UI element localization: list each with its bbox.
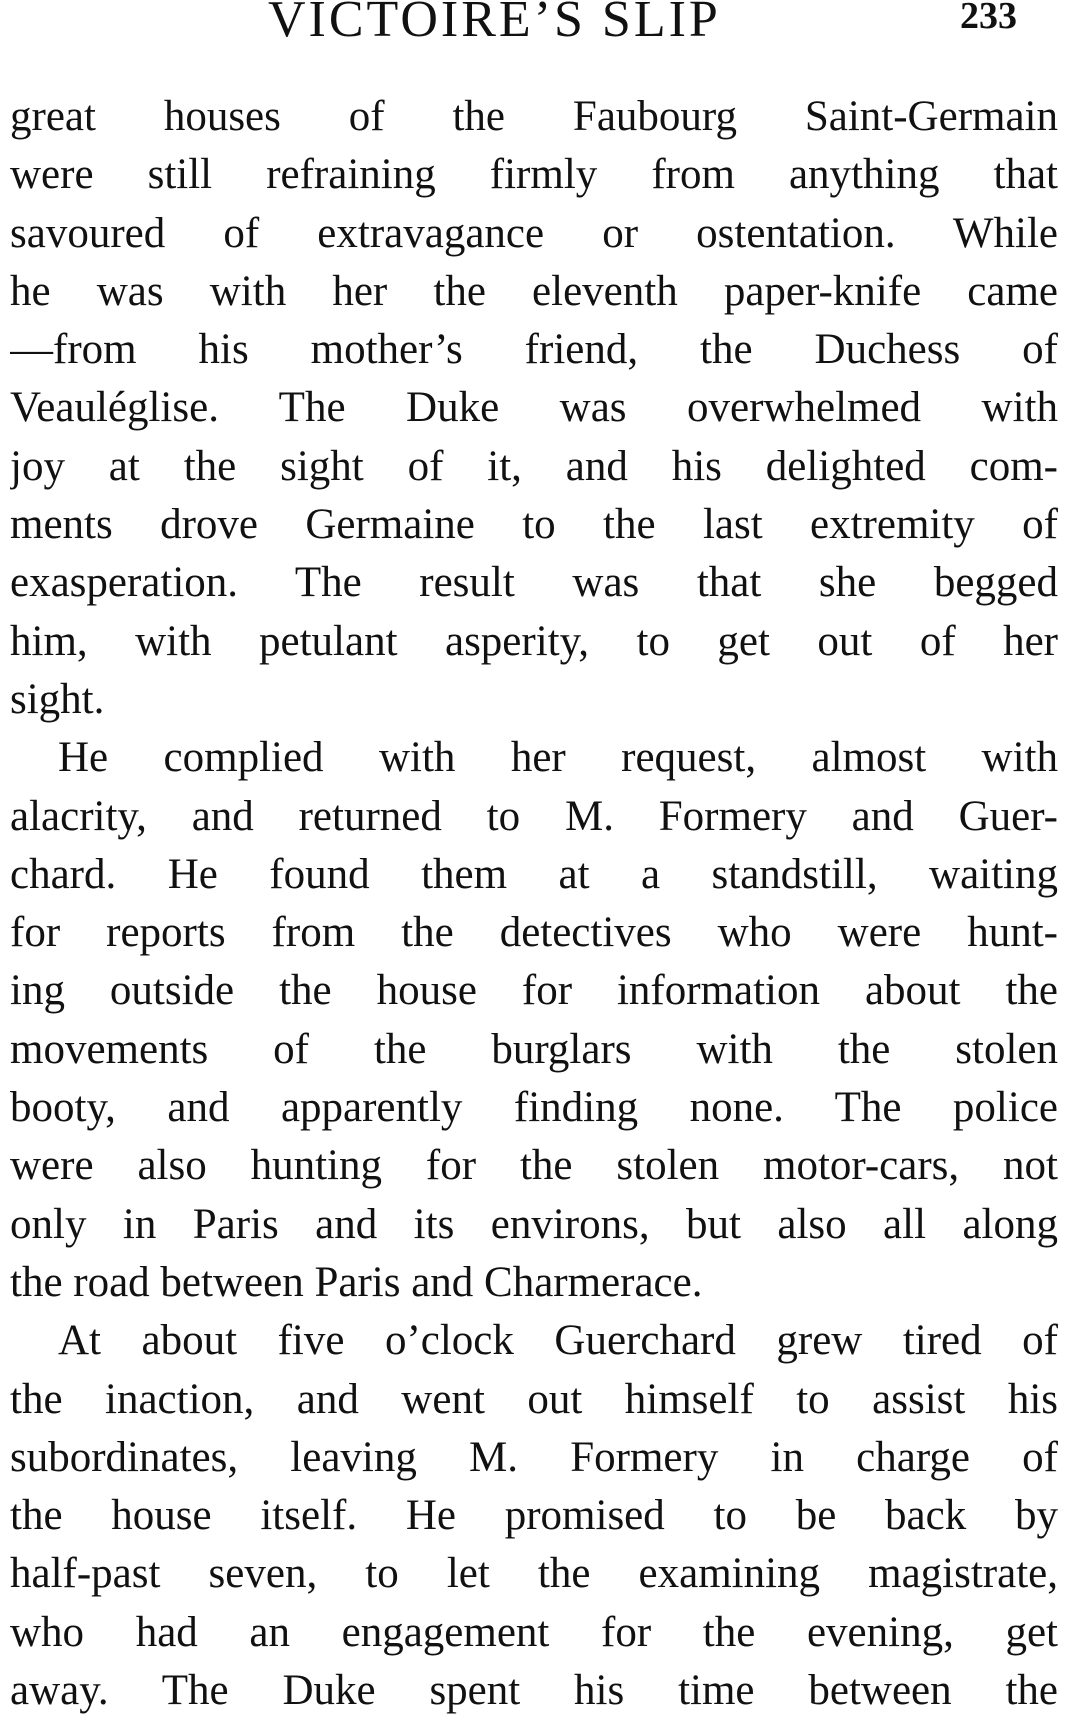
text-line: great houses of the Faubourg Saint-Germain: [10, 93, 1058, 140]
page-number: 233: [960, 0, 1017, 37]
text-line: the house itself. He promised to be back by: [10, 1492, 1058, 1540]
text-line: who had an engagement for the evening, get: [10, 1608, 1058, 1656]
text-line: movements of the burglars with the stolen: [10, 1025, 1058, 1073]
text-line: sight.: [10, 675, 105, 723]
running-title: VICTOIRE’S SLIP: [268, 0, 721, 48]
text-line: At about five o’clock Guerchard grew tired of: [58, 1317, 1058, 1365]
text-line: ing outside the house for information about the: [10, 967, 1058, 1015]
text-line: alacrity, and returned to M. Formery and Guer-: [10, 792, 1058, 840]
text-line: booty, and apparently finding none. The police: [10, 1084, 1058, 1132]
text-line: savoured of extravagance or ostentation. While: [10, 209, 1058, 257]
body-text: [10, 88, 1058, 1720]
text-line: the road between Paris and Charmerace.: [10, 1258, 703, 1306]
text-line: the inaction, and went out himself to assist his: [10, 1375, 1058, 1423]
text-line: were also hunting for the stolen motor-cars, not: [10, 1142, 1058, 1190]
text-line: he was with her the eleventh paper-knife came: [10, 267, 1058, 315]
text-line: —from his mother’s friend, the Duchess of: [10, 326, 1058, 374]
text-line: him, with petulant asperity, to get out of her: [10, 617, 1058, 665]
text-line: only in Paris and its environs, but also all along: [10, 1200, 1058, 1248]
running-header: [0, 0, 1072, 70]
text-line: He complied with her request, almost with: [58, 734, 1058, 782]
text-line: half-past seven, to let the examining magistrate,: [10, 1550, 1058, 1598]
text-line: for reports from the detectives who were hunt-: [10, 909, 1058, 957]
text-line: ments drove Germaine to the last extremity of: [10, 501, 1058, 549]
text-line: joy at the sight of it, and his delighted com-: [10, 442, 1058, 490]
text-line: away. The Duke spent his time between the: [10, 1667, 1058, 1715]
text-line: chard. He found them at a standstill, waiting: [10, 850, 1058, 898]
text-line: Veauléglise. The Duke was overwhelmed with: [10, 384, 1058, 432]
text-line: subordinates, leaving M. Formery in charge of: [10, 1433, 1058, 1481]
text-line: exasperation. The result was that she begged: [10, 559, 1058, 607]
text-line: were still refraining firmly from anything that: [10, 151, 1058, 199]
